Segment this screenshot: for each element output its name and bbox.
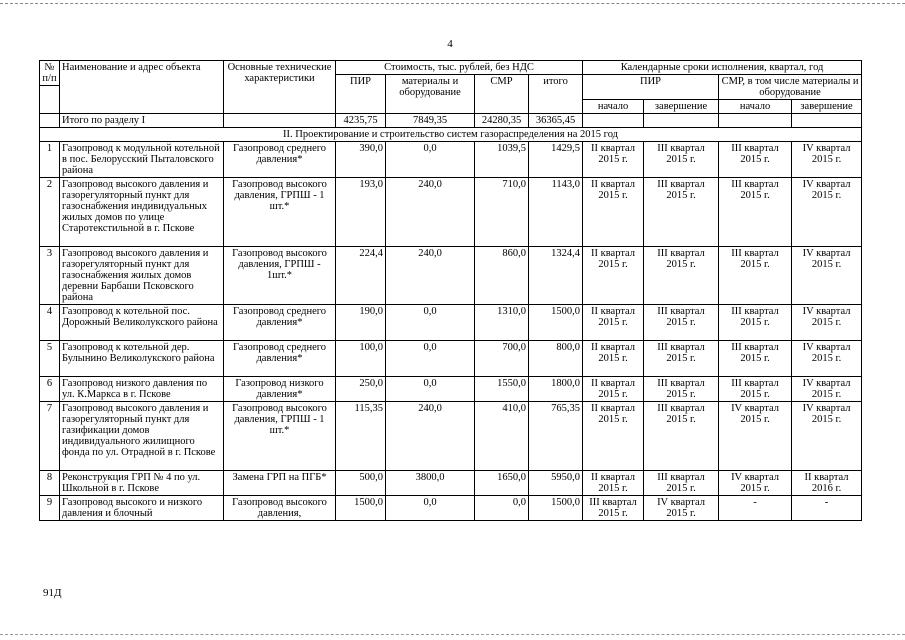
- header-cost-group: Стоимость, тыс. рублей, без НДС: [336, 61, 583, 75]
- row-cost-smr: 1039,5: [475, 142, 529, 178]
- row-cost-total: 1143,0: [529, 178, 583, 247]
- row-cost-pir: 100,0: [336, 341, 386, 377]
- page-number: 4: [447, 38, 453, 50]
- row-pir-end: III квартал 2015 г.: [644, 247, 719, 305]
- row-cost-pir: 390,0: [336, 142, 386, 178]
- investment-plan-table: [39, 60, 862, 521]
- row-cost-materials: 3800,0: [386, 471, 475, 496]
- row-name: Газопровод высокого давления и газорегуляторный пункт для газоснабжения индивидуальных жилых домов по улице Старотекстильной в г. Пскове: [60, 178, 224, 247]
- row-num: 6: [40, 377, 60, 402]
- row-cost-smr: 1550,0: [475, 377, 529, 402]
- row-smr-start: IV квартал 2015 г.: [719, 402, 792, 471]
- row-smr-end: II квартал 2016 г.: [792, 471, 862, 496]
- row-cost-pir: 1500,0: [336, 496, 386, 521]
- row-pir-start: II квартал 2015 г.: [583, 377, 644, 402]
- header-num: № п/п: [40, 61, 60, 86]
- header-pir-start: начало: [583, 100, 644, 114]
- row-num: 5: [40, 341, 60, 377]
- footer-code: 91Д: [43, 587, 62, 599]
- row-name: Газопровод к котельной дер. Булынино Великолукского района: [60, 341, 224, 377]
- row-cost-materials: 0,0: [386, 377, 475, 402]
- row-pir-end: III квартал 2015 г.: [644, 402, 719, 471]
- row-pir-start: II квартал 2015 г.: [583, 305, 644, 341]
- row-cost-total: 1429,5: [529, 142, 583, 178]
- table-row: [40, 471, 862, 496]
- row-pir-end: III квартал 2015 г.: [644, 341, 719, 377]
- header-schedule-group: Календарные сроки исполнения, квартал, год: [583, 61, 862, 75]
- row-pir-start: II квартал 2015 г.: [583, 471, 644, 496]
- row-cost-pir: 190,0: [336, 305, 386, 341]
- section-total-row: [40, 114, 862, 128]
- header-sched-pir: ПИР: [583, 75, 719, 100]
- row-cost-smr: 700,0: [475, 341, 529, 377]
- row-pir-end: III квартал 2015 г.: [644, 377, 719, 402]
- row-tech: Газопровод высокого давления, ГРПШ - 1 шт.*: [224, 402, 336, 471]
- row-cost-total: 1500,0: [529, 305, 583, 341]
- row-name: Реконструкция ГРП № 4 по ул. Школьной в г. Пскове: [60, 471, 224, 496]
- header-smr-end: завершение: [792, 100, 862, 114]
- row-cost-smr: 1650,0: [475, 471, 529, 496]
- section-total-label: Итого по разделу I: [60, 114, 224, 128]
- row-smr-end: IV квартал 2015 г.: [792, 341, 862, 377]
- row-cost-materials: 0,0: [386, 142, 475, 178]
- row-cost-smr: 710,0: [475, 178, 529, 247]
- row-num: 2: [40, 178, 60, 247]
- row-cost-smr: 860,0: [475, 247, 529, 305]
- row-tech: Газопровод высокого давления, ГРПШ - 1 шт.*: [224, 178, 336, 247]
- header-pir-end: завершение: [644, 100, 719, 114]
- row-num: 7: [40, 402, 60, 471]
- row-pir-end: III квартал 2015 г.: [644, 305, 719, 341]
- section-title-row: [40, 128, 862, 142]
- row-pir-end: III квартал 2015 г.: [644, 471, 719, 496]
- header-name: Наименование и адрес объекта: [60, 61, 224, 114]
- table-row: [40, 247, 862, 305]
- row-cost-pir: 115,35: [336, 402, 386, 471]
- header-sched-smr: СМР, в том числе материалы и оборудование: [719, 75, 862, 100]
- row-smr-start: IV квартал 2015 г.: [719, 471, 792, 496]
- row-name: Газопровод высокого давления и газорегуляторный пункт для газификации домов индивидуального жилищного фонда по ул. Отрадной в г. Пскове: [60, 402, 224, 471]
- row-tech: Газопровод низкого давления*: [224, 377, 336, 402]
- row-name: Газопровод высокого и низкого давления и блочный: [60, 496, 224, 521]
- header-row-1: [40, 61, 862, 75]
- table-row: [40, 341, 862, 377]
- section-total-pir: 4235,75: [336, 114, 386, 128]
- row-pir-start: II квартал 2015 г.: [583, 247, 644, 305]
- row-cost-total: 1324,4: [529, 247, 583, 305]
- table-row: [40, 402, 862, 471]
- row-num: 9: [40, 496, 60, 521]
- row-tech: Замена ГРП на ПГБ*: [224, 471, 336, 496]
- row-name: Газопровод низкого давления по ул. К.Маркса в г. Пскове: [60, 377, 224, 402]
- row-name: Газопровод к модульной котельной в пос. Белорусский Пыталовского района: [60, 142, 224, 178]
- table-row: [40, 178, 862, 247]
- row-cost-materials: 0,0: [386, 341, 475, 377]
- table-row: [40, 305, 862, 341]
- header-cost-smr: СМР: [475, 75, 529, 114]
- scan-bottom-edge: [0, 634, 905, 635]
- row-num: 4: [40, 305, 60, 341]
- row-smr-end: IV квартал 2015 г.: [792, 142, 862, 178]
- section-total-smr: 24280,35: [475, 114, 529, 128]
- row-pir-end: IV квартал 2015 г.: [644, 496, 719, 521]
- row-tech: Газопровод среднего давления*: [224, 305, 336, 341]
- row-smr-start: III квартал 2015 г.: [719, 142, 792, 178]
- row-pir-start: II квартал 2015 г.: [583, 142, 644, 178]
- row-smr-end: IV квартал 2015 г.: [792, 305, 862, 341]
- row-cost-total: 5950,0: [529, 471, 583, 496]
- header-num-blank: [40, 86, 60, 114]
- row-pir-end: III квартал 2015 г.: [644, 142, 719, 178]
- header-cost-total: итого: [529, 75, 583, 114]
- row-cost-materials: 0,0: [386, 305, 475, 341]
- header-cost-pir: ПИР: [336, 75, 386, 114]
- row-num: 3: [40, 247, 60, 305]
- row-tech: Газопровод среднего давления*: [224, 142, 336, 178]
- row-pir-start: III квартал 2015 г.: [583, 496, 644, 521]
- row-num: 1: [40, 142, 60, 178]
- row-cost-pir: 224,4: [336, 247, 386, 305]
- row-smr-start: III квартал 2015 г.: [719, 178, 792, 247]
- row-cost-total: 765,35: [529, 402, 583, 471]
- row-smr-end: IV квартал 2015 г.: [792, 178, 862, 247]
- row-smr-end: IV квартал 2015 г.: [792, 377, 862, 402]
- row-tech: Газопровод среднего давления*: [224, 341, 336, 377]
- row-smr-end: IV квартал 2015 г.: [792, 402, 862, 471]
- row-cost-materials: 0,0: [386, 496, 475, 521]
- row-cost-materials: 240,0: [386, 178, 475, 247]
- row-pir-start: II квартал 2015 г.: [583, 402, 644, 471]
- row-cost-total: 800,0: [529, 341, 583, 377]
- row-name: Газопровод высокого давления и газорегуляторный пункт для газоснабжения жилых домов деревни Барбаши Псковского района: [60, 247, 224, 305]
- row-smr-end: -: [792, 496, 862, 521]
- row-cost-materials: 240,0: [386, 247, 475, 305]
- row-smr-start: III квартал 2015 г.: [719, 305, 792, 341]
- section-total-total: 36365,45: [529, 114, 583, 128]
- row-cost-pir: 250,0: [336, 377, 386, 402]
- row-pir-end: III квартал 2015 г.: [644, 178, 719, 247]
- row-cost-pir: 193,0: [336, 178, 386, 247]
- row-name: Газопровод к котельной пос. Дорожный Великолукского района: [60, 305, 224, 341]
- scan-top-edge: [0, 3, 905, 4]
- row-smr-start: III квартал 2015 г.: [719, 247, 792, 305]
- header-smr-start: начало: [719, 100, 792, 114]
- row-cost-pir: 500,0: [336, 471, 386, 496]
- row-cost-smr: 0,0: [475, 496, 529, 521]
- row-smr-start: III квартал 2015 г.: [719, 377, 792, 402]
- row-tech: Газопровод высокого давления,: [224, 496, 336, 521]
- section-title: II. Проектирование и строительство систем газораспределения на 2015 год: [40, 128, 862, 142]
- row-pir-start: II квартал 2015 г.: [583, 178, 644, 247]
- row-smr-start: III квартал 2015 г.: [719, 341, 792, 377]
- header-cost-materials: материалы и оборудование: [386, 75, 475, 114]
- table-row: [40, 377, 862, 402]
- row-cost-materials: 240,0: [386, 402, 475, 471]
- row-smr-start: -: [719, 496, 792, 521]
- row-cost-total: 1500,0: [529, 496, 583, 521]
- row-smr-end: IV квартал 2015 г.: [792, 247, 862, 305]
- header-tech: Основные технические характеристики: [224, 61, 336, 114]
- row-cost-total: 1800,0: [529, 377, 583, 402]
- row-pir-start: II квартал 2015 г.: [583, 341, 644, 377]
- table-row: [40, 496, 862, 521]
- row-cost-smr: 1310,0: [475, 305, 529, 341]
- table-row: [40, 142, 862, 178]
- row-tech: Газопровод высокого давления, ГРПШ - 1шт.*: [224, 247, 336, 305]
- row-cost-smr: 410,0: [475, 402, 529, 471]
- section-total-materials: 7849,35: [386, 114, 475, 128]
- row-num: 8: [40, 471, 60, 496]
